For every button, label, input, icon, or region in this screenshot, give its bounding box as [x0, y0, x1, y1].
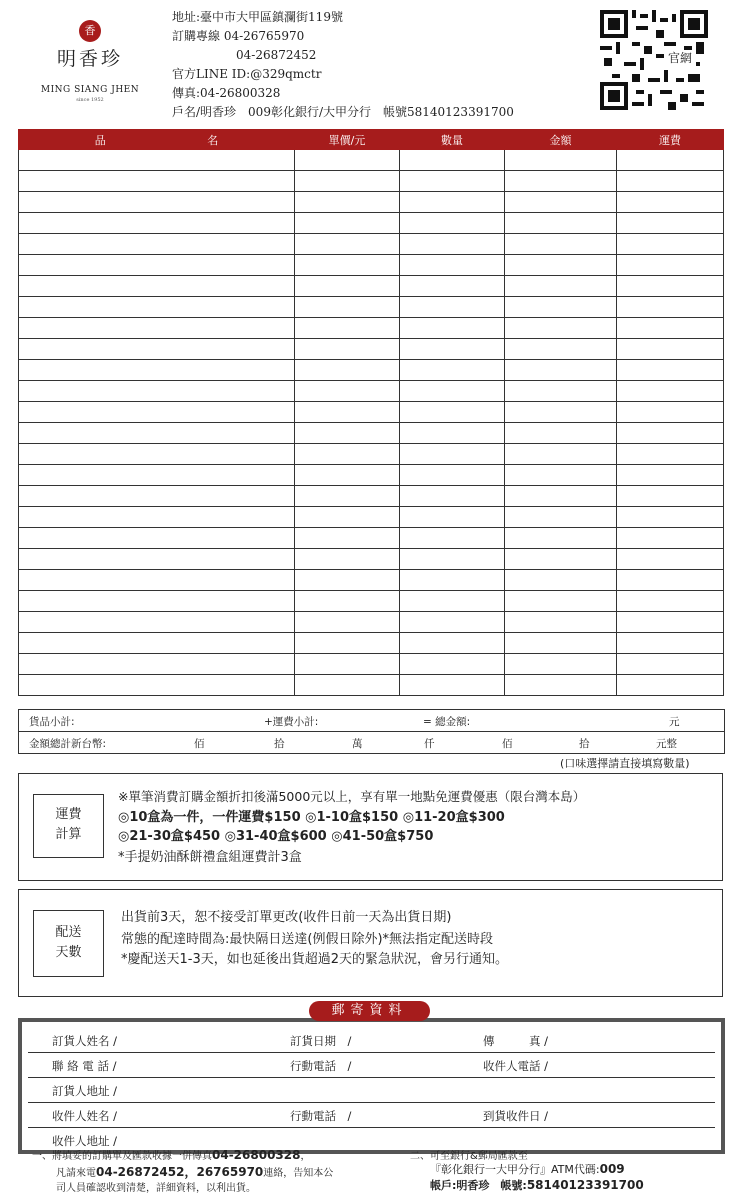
- quantity-cell[interactable]: [400, 507, 505, 528]
- shipping-cell[interactable]: [617, 339, 724, 360]
- orderer-address-field[interactable]: 訂貨人地址 /: [52, 1084, 118, 1098]
- footer-left-line-3: 司人員確認收到清楚，詳細資料，以利出貨。: [56, 1183, 256, 1194]
- quantity-cell[interactable]: [400, 360, 505, 381]
- order-row: [19, 192, 724, 213]
- unit-price-cell[interactable]: [295, 528, 400, 549]
- footer-left-2a: 凡請來電: [56, 1168, 96, 1179]
- footer-atm-code: 009: [599, 1162, 625, 1176]
- order-row: [19, 528, 724, 549]
- delivery-label-box: [33, 910, 104, 977]
- unit-thousand: 仟: [424, 738, 435, 750]
- shipping-cell[interactable]: [617, 234, 724, 255]
- unit-price-cell[interactable]: [295, 507, 400, 528]
- quantity-cell[interactable]: [400, 570, 505, 591]
- product-cell[interactable]: [19, 360, 295, 381]
- shipping-rule-4: *手提奶油酥餅禮盒組運費計3盒: [118, 850, 302, 865]
- quantity-cell[interactable]: [400, 402, 505, 423]
- amount-cell[interactable]: [505, 318, 617, 339]
- delivery-rule-2: 常態的配達時間為:最快隔日送達(例假日除外)*無法指定配送時段: [121, 932, 494, 947]
- shipping-cell[interactable]: [617, 465, 724, 486]
- unit-price-cell[interactable]: [295, 570, 400, 591]
- unit-price-cell[interactable]: [295, 318, 400, 339]
- quantity-cell[interactable]: [400, 612, 505, 633]
- amount-cell[interactable]: [505, 360, 617, 381]
- product-cell[interactable]: [19, 465, 295, 486]
- quantity-cell[interactable]: [400, 192, 505, 213]
- amount-cell[interactable]: [505, 675, 617, 696]
- unit-price-cell[interactable]: [295, 276, 400, 297]
- footer-left-line-1: [32, 1147, 310, 1162]
- unit-price-cell[interactable]: [295, 675, 400, 696]
- shipping-rule-1: ※單筆消費訂購金額折扣後滿5000元以上，享有單一地點免運費優惠（限台灣本島）: [118, 789, 586, 804]
- totals-section: [18, 709, 725, 754]
- amount-cell[interactable]: [505, 465, 617, 486]
- amount-cell[interactable]: [505, 570, 617, 591]
- receiver-address-field[interactable]: 收件人地址 /: [52, 1134, 118, 1148]
- shipping-rule-2: ◎10盒為一件，一件運費$150 ◎1-10盒$150 ◎11-20盒$300: [118, 810, 505, 825]
- shipping-cell[interactable]: [617, 192, 724, 213]
- order-row: [19, 423, 724, 444]
- mail-row-3: [28, 1078, 715, 1103]
- fax-number: 傳真:04-26800328: [172, 86, 281, 100]
- totals-row: [19, 710, 724, 731]
- order-row: [19, 381, 724, 402]
- unit-price-cell[interactable]: [295, 192, 400, 213]
- arrival-date-field[interactable]: 到貨收件日 /: [483, 1109, 549, 1123]
- product-cell[interactable]: [19, 612, 295, 633]
- mail-row-2: [28, 1053, 715, 1078]
- flavor-note: (口味選擇請直接填寫數量): [560, 757, 690, 770]
- orderer-name-field[interactable]: 訂貨人姓名 /: [52, 1034, 118, 1048]
- quantity-cell[interactable]: [400, 318, 505, 339]
- unit-price-cell[interactable]: [295, 171, 400, 192]
- order-row: [19, 486, 724, 507]
- yuan-label: 元: [669, 716, 680, 728]
- order-row: [19, 318, 724, 339]
- shipping-cell[interactable]: [617, 276, 724, 297]
- unit-price-cell[interactable]: [295, 213, 400, 234]
- delivery-label-2: 天數: [55, 945, 82, 960]
- order-row: [19, 591, 724, 612]
- unit-price-cell[interactable]: [295, 150, 400, 171]
- order-table: [18, 129, 724, 696]
- footer-account-holder: 帳戶:明香珍 帳號:: [430, 1179, 527, 1192]
- footer-left-1c: ，: [300, 1151, 311, 1162]
- shipping-cell[interactable]: [617, 423, 724, 444]
- product-cell[interactable]: [19, 150, 295, 171]
- order-row: [19, 465, 724, 486]
- product-cell[interactable]: [19, 213, 295, 234]
- footer-bank-branch: 『彰化銀行一大甲分行』ATM代碼:: [430, 1163, 600, 1176]
- order-row: [19, 297, 724, 318]
- quantity-cell[interactable]: [400, 255, 505, 276]
- order-row: [19, 654, 724, 675]
- shipping-cell[interactable]: [617, 591, 724, 612]
- order-row: [19, 150, 724, 171]
- fax-field[interactable]: 傳 真 /: [483, 1034, 549, 1048]
- amount-cell[interactable]: [505, 549, 617, 570]
- mail-row-4: [28, 1103, 715, 1128]
- product-cell[interactable]: [19, 276, 295, 297]
- amount-cell[interactable]: [505, 654, 617, 675]
- shipping-cell[interactable]: [617, 654, 724, 675]
- shipping-label-2: 計算: [55, 827, 82, 842]
- quantity-cell[interactable]: [400, 213, 505, 234]
- amount-cell[interactable]: [505, 150, 617, 171]
- order-row: [19, 255, 724, 276]
- shipping-cell[interactable]: [617, 360, 724, 381]
- product-cell[interactable]: [19, 255, 295, 276]
- mobile-field-2[interactable]: 行動電話 /: [290, 1109, 352, 1123]
- product-cell[interactable]: [19, 423, 295, 444]
- product-cell[interactable]: [19, 654, 295, 675]
- amount-cell[interactable]: [505, 444, 617, 465]
- shipping-cell[interactable]: [617, 507, 724, 528]
- quantity-cell[interactable]: [400, 465, 505, 486]
- quantity-cell[interactable]: [400, 549, 505, 570]
- order-row: [19, 549, 724, 570]
- shipping-cell[interactable]: [617, 318, 724, 339]
- shipping-cell[interactable]: [617, 549, 724, 570]
- amount-cell[interactable]: [505, 486, 617, 507]
- unit-yuan-whole: 元整: [656, 738, 677, 750]
- receiver-name-field[interactable]: 收件人姓名 /: [52, 1109, 118, 1123]
- product-cell[interactable]: [19, 633, 295, 654]
- mailing-info-title: 郵寄資料: [309, 1001, 430, 1021]
- shipping-cell[interactable]: [617, 633, 724, 654]
- grand-total-label: = 總金額:: [423, 716, 471, 728]
- unit-price-cell[interactable]: [295, 633, 400, 654]
- amount-cell[interactable]: [505, 171, 617, 192]
- quantity-cell[interactable]: [400, 171, 505, 192]
- product-cell[interactable]: [19, 486, 295, 507]
- order-row: [19, 360, 724, 381]
- order-row: [19, 402, 724, 423]
- amount-cell[interactable]: [505, 402, 617, 423]
- shipping-cell[interactable]: [617, 297, 724, 318]
- amount-cell[interactable]: [505, 381, 617, 402]
- col-product-name: [19, 130, 295, 150]
- amount-cell[interactable]: [505, 213, 617, 234]
- amount-cell[interactable]: [505, 423, 617, 444]
- quantity-cell[interactable]: [400, 444, 505, 465]
- quantity-cell[interactable]: [400, 150, 505, 171]
- product-cell[interactable]: [19, 444, 295, 465]
- unit-price-cell[interactable]: [295, 654, 400, 675]
- order-row: [19, 570, 724, 591]
- amount-cell[interactable]: [505, 339, 617, 360]
- col-amount: 金額: [505, 130, 617, 150]
- unit-ten-2: 拾: [579, 738, 590, 750]
- unit-price-cell[interactable]: [295, 486, 400, 507]
- unit-ten-1: 拾: [274, 738, 285, 750]
- delivery-rule-3: *慶配送天1-3天，如也延後出貨超過2天的緊急狀況，會另行通知。: [121, 952, 509, 967]
- product-cell[interactable]: [19, 381, 295, 402]
- delivery-label-1: 配送: [55, 925, 82, 940]
- col-unit-price: 單價/元: [295, 130, 400, 150]
- footer-fax-number: 04-26800328: [212, 1148, 301, 1162]
- brand-logo: [38, 20, 142, 103]
- unit-price-cell[interactable]: [295, 360, 400, 381]
- product-cell[interactable]: [19, 234, 295, 255]
- product-cell[interactable]: [19, 297, 295, 318]
- line-id: 官方LINE ID:@329qmctr: [172, 67, 322, 81]
- unit-price-cell[interactable]: [295, 234, 400, 255]
- product-cell[interactable]: [19, 171, 295, 192]
- mail-row-1: [28, 1028, 715, 1053]
- amount-cell[interactable]: [505, 234, 617, 255]
- shipping-cell[interactable]: [617, 675, 724, 696]
- amount-cell[interactable]: [505, 276, 617, 297]
- amount-cell[interactable]: [505, 633, 617, 654]
- footer-left-line-2: [56, 1163, 333, 1180]
- quantity-cell[interactable]: [400, 528, 505, 549]
- unit-price-cell[interactable]: [295, 612, 400, 633]
- footer-left-1a: 一、將填妥的訂購單及匯款收據一併傳真: [32, 1151, 212, 1162]
- unit-price-cell[interactable]: [295, 549, 400, 570]
- unit-hundred-2: 佰: [502, 738, 513, 750]
- unit-price-cell[interactable]: [295, 423, 400, 444]
- order-row: [19, 612, 724, 633]
- receiver-phone-field[interactable]: 收件人電話 /: [483, 1059, 549, 1073]
- product-cell[interactable]: [19, 318, 295, 339]
- unit-ten-thousand: 萬: [352, 738, 363, 750]
- col-quantity: 數量: [400, 130, 505, 150]
- footer-right-line-3: [430, 1177, 644, 1193]
- footer-left-2c: 連絡，告知本公: [263, 1168, 334, 1179]
- quantity-cell[interactable]: [400, 675, 505, 696]
- shipping-cell[interactable]: [617, 213, 724, 234]
- amount-cell[interactable]: [505, 192, 617, 213]
- quantity-cell[interactable]: [400, 633, 505, 654]
- footer-phone-numbers: 04-26872452，26765970: [96, 1165, 264, 1179]
- logo-emblem: 香: [79, 20, 101, 42]
- product-cell[interactable]: [19, 528, 295, 549]
- quantity-cell[interactable]: [400, 297, 505, 318]
- quantity-cell[interactable]: [400, 423, 505, 444]
- col-shipping: 運費: [617, 130, 724, 150]
- shipping-cell[interactable]: [617, 444, 724, 465]
- amount-cell[interactable]: [505, 591, 617, 612]
- shipping-fee-box: [18, 773, 723, 881]
- quantity-cell[interactable]: [400, 339, 505, 360]
- product-cell[interactable]: [19, 507, 295, 528]
- footer-right-line-1: 二、可至銀行&郵局匯款至: [410, 1151, 528, 1162]
- bank-account: 戶名/明香珍 009彰化銀行/大甲分行 帳號58140123391700: [172, 105, 514, 119]
- shipping-cell[interactable]: [617, 381, 724, 402]
- order-row: [19, 675, 724, 696]
- quantity-cell[interactable]: [400, 276, 505, 297]
- mobile-field-1[interactable]: 行動電話 /: [290, 1059, 352, 1073]
- logo-english-name: MING SIANG JHEN: [40, 85, 140, 95]
- goods-subtotal-label: 貨品小計:: [29, 716, 75, 728]
- unit-price-cell[interactable]: [295, 591, 400, 612]
- ntd-total-label: 金額總計新台幣:: [29, 738, 107, 750]
- shipping-fee-label-box: [33, 794, 104, 858]
- unit-price-cell[interactable]: [295, 444, 400, 465]
- contact-phone-field[interactable]: 聯 絡 電 話 /: [52, 1059, 117, 1073]
- col-product-label-b: 名: [207, 133, 219, 147]
- product-cell[interactable]: [19, 675, 295, 696]
- order-row: [19, 213, 724, 234]
- delivery-rule-1: 出貨前3天，恕不接受訂單更改(收件日前一天為出貨日期): [121, 910, 452, 925]
- order-row: [19, 444, 724, 465]
- qr-label: 官網: [667, 51, 693, 65]
- shipping-cell[interactable]: [617, 171, 724, 192]
- delivery-days-box: [18, 889, 723, 997]
- order-row: [19, 339, 724, 360]
- order-table-header: [19, 130, 724, 150]
- amount-cell[interactable]: [505, 612, 617, 633]
- order-hotline-2: 04-26872452: [236, 48, 317, 62]
- order-hotline-1: 訂購專線 04-26765970: [172, 29, 305, 43]
- product-cell[interactable]: [19, 192, 295, 213]
- product-cell[interactable]: [19, 402, 295, 423]
- logo-since: since 1952: [76, 97, 104, 103]
- quantity-cell[interactable]: [400, 654, 505, 675]
- product-cell[interactable]: [19, 549, 295, 570]
- shipping-cell[interactable]: [617, 528, 724, 549]
- store-address: 地址:臺中市大甲區鎮瀾街119號: [172, 10, 343, 24]
- qr-code-icon[interactable]: [600, 9, 708, 111]
- mailing-info-box: [18, 1018, 725, 1154]
- shipping-rule-3: ◎21-30盒$450 ◎31-40盒$600 ◎41-50盒$750: [118, 829, 434, 844]
- store-info: [172, 8, 514, 122]
- shipping-cell[interactable]: [617, 150, 724, 171]
- unit-price-cell[interactable]: [295, 255, 400, 276]
- quantity-cell[interactable]: [400, 381, 505, 402]
- order-row: [19, 171, 724, 192]
- shipping-cell[interactable]: [617, 570, 724, 591]
- unit-price-cell[interactable]: [295, 297, 400, 318]
- col-product-label-a: 品: [94, 133, 106, 147]
- amount-cell[interactable]: [505, 297, 617, 318]
- amount-cell[interactable]: [505, 507, 617, 528]
- shipping-cell[interactable]: [617, 486, 724, 507]
- shipping-cell[interactable]: [617, 402, 724, 423]
- unit-hundred-1: 佰: [194, 738, 205, 750]
- shipping-label-1: 運費: [55, 807, 82, 822]
- quantity-cell[interactable]: [400, 486, 505, 507]
- footer-right-line-2: [430, 1161, 625, 1177]
- unit-price-cell[interactable]: [295, 402, 400, 423]
- product-cell[interactable]: [19, 570, 295, 591]
- shipping-cell[interactable]: [617, 255, 724, 276]
- shipping-cell[interactable]: [617, 612, 724, 633]
- quantity-cell[interactable]: [400, 234, 505, 255]
- logo-chinese-name: 明香珍: [56, 48, 123, 70]
- unit-price-cell[interactable]: [295, 465, 400, 486]
- order-row: [19, 276, 724, 297]
- product-cell[interactable]: [19, 591, 295, 612]
- quantity-cell[interactable]: [400, 591, 505, 612]
- order-date-field[interactable]: 訂貨日期 /: [290, 1034, 352, 1048]
- amount-cell[interactable]: [505, 528, 617, 549]
- ntd-row: [19, 731, 724, 753]
- footer-account-number: 58140123391700: [526, 1178, 644, 1192]
- order-row: [19, 633, 724, 654]
- unit-price-cell[interactable]: [295, 339, 400, 360]
- order-row: [19, 234, 724, 255]
- unit-price-cell[interactable]: [295, 381, 400, 402]
- amount-cell[interactable]: [505, 255, 617, 276]
- product-cell[interactable]: [19, 339, 295, 360]
- shipping-subtotal-label: +運費小計:: [264, 716, 319, 728]
- order-row: [19, 507, 724, 528]
